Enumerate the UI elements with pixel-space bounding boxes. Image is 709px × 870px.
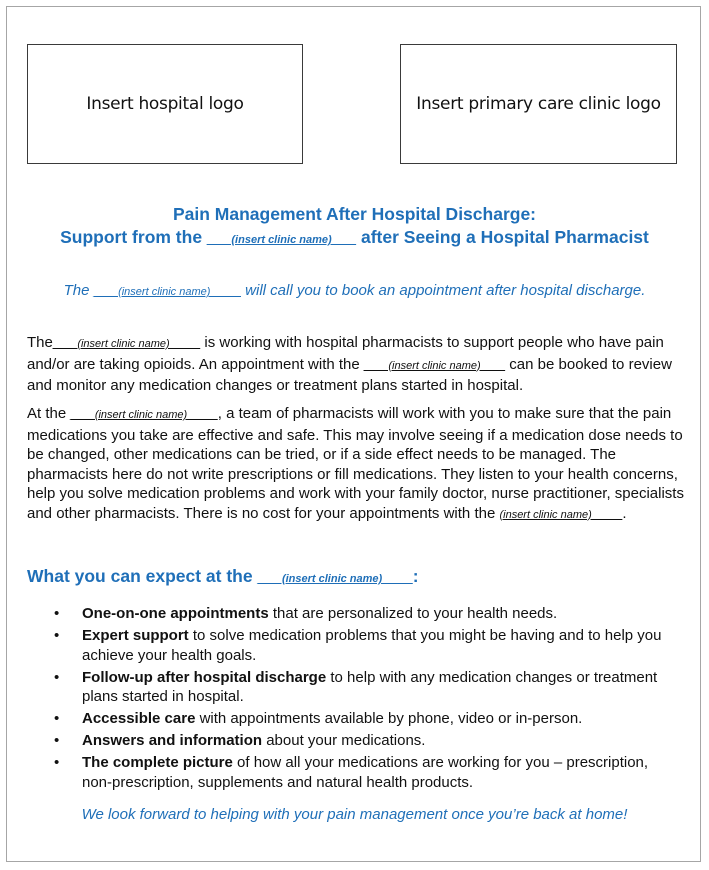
intro-paragraph xyxy=(27,333,687,396)
paragraph-text: , a team of pharmacists will work with you to make sure that the pain medications you take are effective and safe. This may involve seeing if a medication dose needs to be changed, other medications can be tried, or if a side effect needs to be managed. The pharmacists here do not write prescriptions or fill medications. They listen to your health concerns, help you solve medication problems and work with your family doctor, nurse practitioner, specialists and other pharmacists. There is no cost for your appointments with the xyxy=(27,405,684,522)
list-item xyxy=(54,604,674,624)
hospital-logo-text: Insert hospital logo xyxy=(86,94,244,114)
clinic-name-blank: ____(insert clinic name)____ xyxy=(363,359,506,372)
clinic-logo-text: Insert primary care clinic logo xyxy=(416,94,661,114)
list-item-bold: Answers and information xyxy=(82,732,263,749)
hospital-logo-placeholder xyxy=(27,44,303,164)
title-suffix: after Seeing a Hospital Pharmacist xyxy=(356,227,649,247)
list-item xyxy=(54,709,674,729)
subtitle-prefix: The xyxy=(63,282,94,299)
title-prefix: Support from the xyxy=(60,227,207,247)
list-item-text: with appointments available by phone, video or in-person. xyxy=(195,710,583,727)
clinic-name-blank: ____(insert clinic name)_____ xyxy=(257,573,413,585)
document-title-line1: Pain Management After Hospital Discharge: xyxy=(172,204,537,224)
bullet-icon: • xyxy=(54,605,60,622)
benefits-list xyxy=(54,604,674,795)
section-heading xyxy=(27,566,419,587)
bullet-icon: • xyxy=(54,732,60,749)
details-paragraph xyxy=(27,404,687,525)
bullet-icon: • xyxy=(54,710,60,727)
list-item-text: of how all your medications are working for you – prescription, non-prescription, supplements and natural health products. xyxy=(82,754,649,791)
paragraph-text: At the xyxy=(27,405,71,422)
clinic-name-blank: ____(insert clinic name)_____ xyxy=(70,409,218,421)
list-item-text: to solve medication problems that you might be having and to help you achieve your health goals. xyxy=(82,627,662,664)
clinic-logo-placeholder xyxy=(400,44,677,164)
clinic-name-blank: (insert clinic name)_____ xyxy=(499,508,623,521)
clinic-name-blank: ____(insert clinic name)_____ xyxy=(52,338,201,350)
list-item xyxy=(54,731,674,751)
bullet-icon: • xyxy=(54,627,60,644)
list-item-bold: One-on-one appointments xyxy=(82,605,269,622)
list-item-text: that are personalized to your health needs. xyxy=(268,605,558,622)
list-item xyxy=(54,753,674,792)
subtitle-suffix: will call you to book an appointment after hospital discharge. xyxy=(240,282,646,299)
list-item xyxy=(54,626,674,665)
clinic-name-blank: ____(insert clinic name)____ xyxy=(206,234,357,246)
clinic-name-blank: ____(insert clinic name)_____ xyxy=(93,286,241,298)
bullet-icon: • xyxy=(54,754,60,771)
bullet-icon: • xyxy=(54,668,60,686)
list-item-bold: Follow-up after hospital discharge xyxy=(82,668,327,686)
list-item xyxy=(54,668,674,707)
subtitle xyxy=(0,282,709,299)
list-item-text: to help with any medication changes or treatment plans started in hospital. xyxy=(82,668,658,705)
list-item-text: about your medications. xyxy=(262,732,426,749)
paragraph-text: can be booked to review and monitor any medication changes or treatment plans started in hospital. xyxy=(27,355,672,394)
paragraph-text: . xyxy=(622,504,627,522)
section-heading-prefix: What you can expect at the xyxy=(27,566,258,586)
section-heading-suffix: : xyxy=(412,566,419,586)
document-title-line2 xyxy=(0,227,709,250)
closing-message: We look forward to helping with your pain management once you’re back at home! xyxy=(81,806,628,823)
paragraph-text: The xyxy=(27,334,53,351)
list-item-bold: The complete picture xyxy=(82,754,233,771)
list-item-bold: Expert support xyxy=(82,627,189,644)
paragraph-text: is working with hospital pharmacists to support people who have pain and/or are taking opioids. An appointment with the xyxy=(27,334,664,373)
list-item-bold: Accessible care xyxy=(82,710,196,727)
